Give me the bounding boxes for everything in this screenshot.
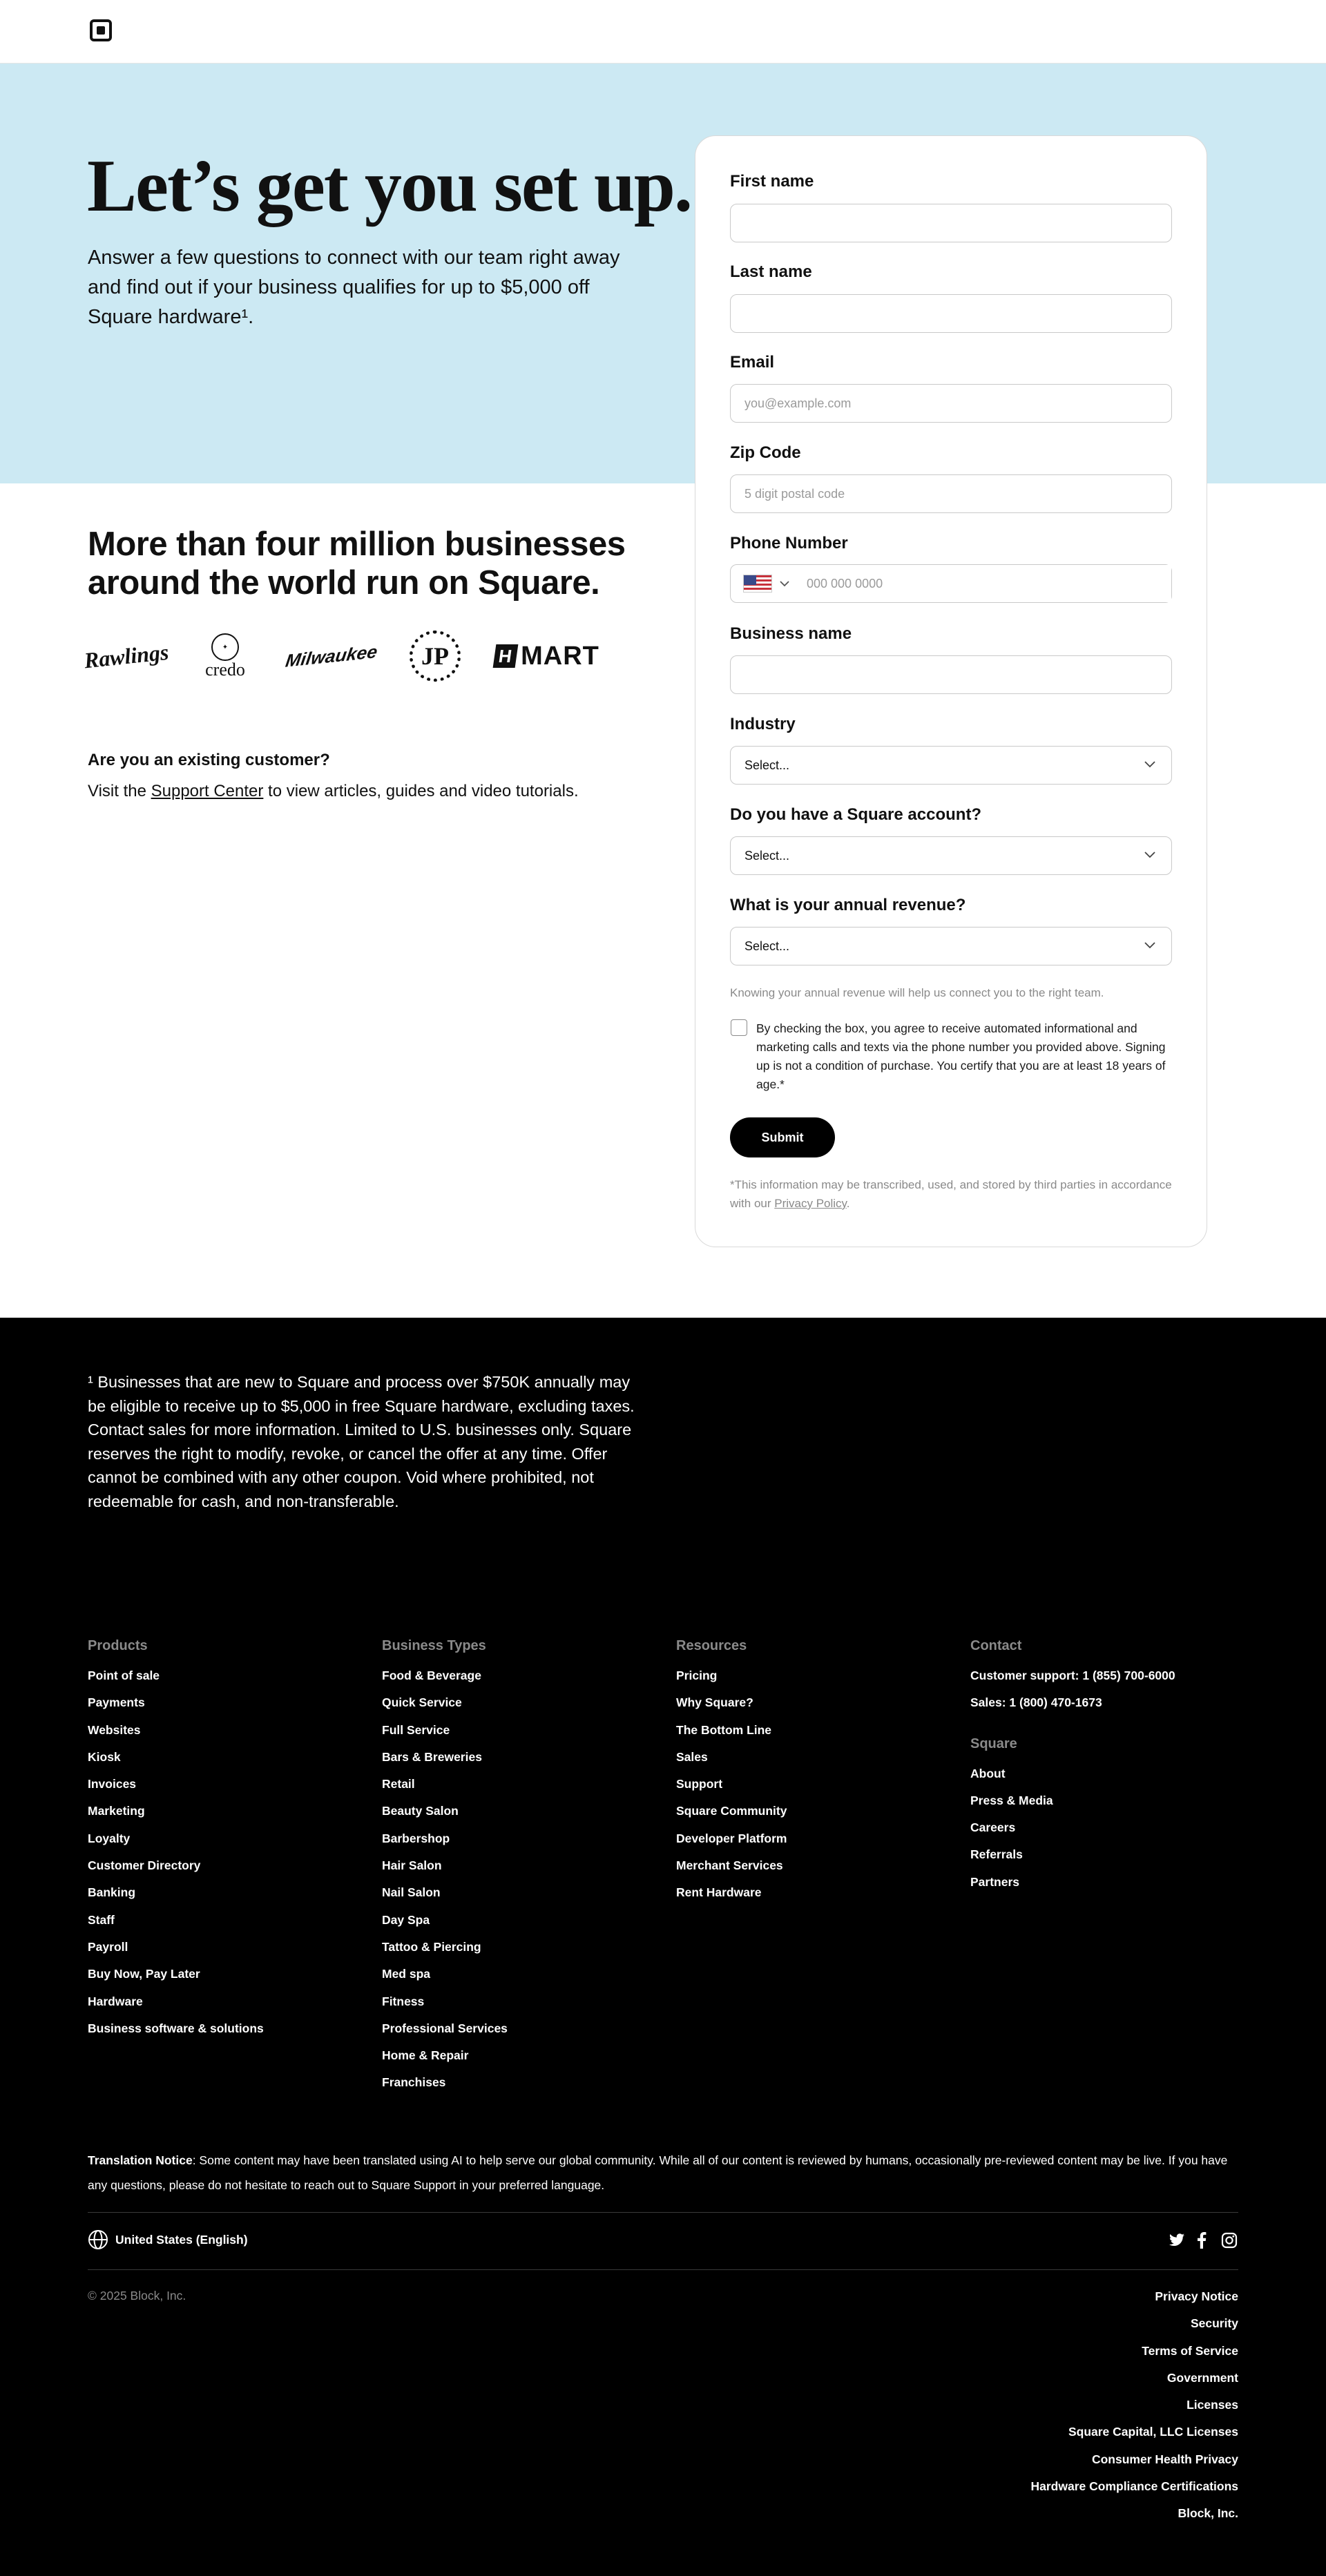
- footer-legal-link[interactable]: Licenses: [1186, 2398, 1238, 2412]
- chevron-down-icon: [1144, 851, 1156, 859]
- jp-logo: JP: [407, 632, 463, 680]
- square-account-select[interactable]: [730, 836, 1172, 875]
- footer-link-business-types[interactable]: Tattoo & Piercing: [382, 1939, 481, 1954]
- footer-legal-link[interactable]: Government: [1166, 2370, 1238, 2385]
- footer-column-resources: [676, 1638, 939, 1907]
- footer-legal-link-list: [1031, 2283, 1239, 2528]
- footer-link-resources[interactable]: Rent Hardware: [676, 1885, 762, 1900]
- revenue-hint: Knowing your annual revenue will help us connect you to the right team.: [730, 986, 1104, 999]
- footer-link-resources[interactable]: Support: [676, 1777, 723, 1791]
- footer-column-title: Square: [970, 1736, 1017, 1751]
- footer-link-products[interactable]: Point of sale: [88, 1669, 160, 1682]
- chevron-down-icon: [1144, 760, 1156, 769]
- footer-link-contact[interactable]: Sales: 1 (800) 470-1673: [970, 1695, 1102, 1710]
- phone-input[interactable]: [790, 565, 1171, 602]
- square-logo-icon[interactable]: [90, 19, 112, 41]
- footer-legal-link[interactable]: Consumer Health Privacy: [1091, 2452, 1238, 2466]
- footer-link-resources[interactable]: Why Square?: [676, 1695, 753, 1710]
- footer-link-products[interactable]: Loyalty: [88, 1831, 131, 1845]
- footer-legal-link[interactable]: Terms of Service: [1142, 2343, 1238, 2358]
- square-account-label: Do you have a Square account?: [730, 805, 982, 824]
- submit-button[interactable]: Submit: [730, 1117, 835, 1157]
- us-flag-icon: [743, 575, 772, 593]
- industry-select[interactable]: [730, 746, 1172, 785]
- region-label: United States (English): [115, 2232, 248, 2247]
- footer-link-products[interactable]: Payroll: [88, 1939, 128, 1954]
- footer-link-square[interactable]: About: [970, 1766, 1006, 1780]
- footer-link-resources[interactable]: Square Community: [676, 1804, 787, 1818]
- country-code-selector[interactable]: [731, 565, 790, 602]
- footer-link-square[interactable]: Partners: [970, 1874, 1020, 1889]
- annual-revenue-select[interactable]: [730, 927, 1172, 965]
- email-label: Email: [730, 353, 775, 372]
- footer-link-square[interactable]: Careers: [970, 1820, 1016, 1835]
- footer-link-products[interactable]: Staff: [88, 1912, 115, 1927]
- industry-select-value: Select...: [744, 758, 790, 772]
- footer-link-business-types[interactable]: Hair Salon: [382, 1858, 442, 1873]
- credo-emblem-icon: ✦: [211, 633, 239, 661]
- footer-link-products[interactable]: Business software & solutions: [88, 2021, 264, 2035]
- footer-column-products: [88, 1638, 350, 2042]
- email-input[interactable]: [730, 384, 1172, 423]
- facebook-icon[interactable]: [1193, 2232, 1210, 2249]
- footer-divider: [88, 2269, 1238, 2270]
- annual-revenue-select-value: Select...: [744, 939, 790, 953]
- footer-link-resources-list: [676, 1662, 939, 1907]
- footer-link-business-types[interactable]: Day Spa: [382, 1912, 430, 1927]
- footer-column-title: Resources: [676, 1638, 747, 1653]
- footer-divider: [88, 2212, 1238, 2213]
- footer-column-business-types: [382, 1638, 644, 2097]
- last-name-input[interactable]: [730, 294, 1172, 333]
- site-header: [0, 0, 1326, 64]
- existing-customer-question: Are you an existing customer?: [88, 751, 330, 769]
- footer-link-business-types[interactable]: Home & Repair: [382, 2048, 469, 2063]
- footer-link-products[interactable]: Hardware: [88, 1994, 143, 2008]
- footer-link-resources[interactable]: Pricing: [676, 1669, 718, 1682]
- footer-link-square[interactable]: Press & Media: [970, 1793, 1053, 1807]
- footer-link-contact[interactable]: Customer support: 1 (855) 700-6000: [970, 1669, 1175, 1682]
- footer-link-products[interactable]: Customer Directory: [88, 1858, 201, 1873]
- consent-checkbox[interactable]: [731, 1019, 747, 1036]
- footer-legal-link[interactable]: Block, Inc.: [1178, 2506, 1238, 2521]
- footer-link-business-types[interactable]: Professional Services: [382, 2021, 508, 2035]
- footer-legal-link[interactable]: Square Capital, LLC Licenses: [1068, 2425, 1238, 2439]
- first-name-label: First name: [730, 172, 814, 191]
- footer-legal-link[interactable]: Security: [1190, 2316, 1238, 2331]
- footer-link-products[interactable]: Marketing: [88, 1804, 145, 1818]
- footer-link-products[interactable]: Kiosk: [88, 1749, 121, 1764]
- footer-link-products[interactable]: Buy Now, Pay Later: [88, 1967, 200, 1981]
- footer-link-business-types[interactable]: Nail Salon: [382, 1885, 441, 1900]
- first-name-input[interactable]: [730, 204, 1172, 242]
- footer-link-products[interactable]: Websites: [88, 1722, 141, 1737]
- footer-link-resources[interactable]: Merchant Services: [676, 1858, 783, 1873]
- rawlings-logo: Rawlings: [83, 639, 170, 673]
- footer-link-business-types[interactable]: Beauty Salon: [382, 1804, 459, 1818]
- proof-title: More than four million businesses around the world run on Square.: [88, 526, 626, 602]
- business-name-input[interactable]: [730, 655, 1172, 694]
- footer-link-products-list: [88, 1662, 350, 2042]
- footer-link-resources[interactable]: Developer Platform: [676, 1831, 787, 1845]
- footer-link-business-types[interactable]: Med spa: [382, 1967, 431, 1981]
- translation-notice: Translation Notice: Some content may have been translated using AI to help serve our global community. While all of our content is reviewed by humans, occasionally pre-reviewed content may be live. If you have any questions, please do not hesitate to reach out to Square Support in your preferred language.: [88, 2153, 1228, 2192]
- zip-input[interactable]: [730, 474, 1172, 513]
- milwaukee-logo: Milwaukee: [284, 640, 379, 671]
- footer-link-business-types-list: [382, 1662, 644, 2097]
- offer-disclaimer: ¹ Businesses that are new to Square and process over $750K annually may be eligible to receive up to $5,000 in free Square hardware, excluding taxes. Contact sales for more information. Limited to U.S. businesses only. Square reserves the right to modify, revoke, or cancel the offer at any time. Offer cannot be combined with any other coupon. Void where prohibited, not redeemable for cash, and non-transferable.: [88, 1373, 635, 1510]
- existing-customer-text: Visit the Support Center to view articles, guides and video tutorials.: [88, 782, 579, 800]
- zip-label: Zip Code: [730, 443, 801, 462]
- footer-link-business-types[interactable]: Barbershop: [382, 1831, 450, 1845]
- credo-logo: ✦ credo: [199, 632, 251, 680]
- hero-subtitle: Answer a few questions to connect with our team right away and find out if your business qualifies for up to $5,000 off Square hardware¹.: [88, 247, 620, 328]
- footer-column-title: Contact: [970, 1638, 1022, 1653]
- footer-link-contact-list: [970, 1662, 1247, 1717]
- form-fineprint: *This information may be transcribed, used, and stored by third parties in accordance with our Privacy Policy.: [730, 1178, 1172, 1210]
- footer-link-business-types[interactable]: Full Service: [382, 1722, 450, 1737]
- footer-link-products[interactable]: Payments: [88, 1695, 145, 1710]
- consent-text: By checking the box, you agree to receive automated informational and marketing calls and texts via the phone number you provided above. Signing up is not a condition of purchase. You certify that you are at least 18 years of age.*: [756, 1021, 1166, 1091]
- footer-column-contact: [970, 1638, 1247, 1896]
- twitter-icon[interactable]: [1169, 2232, 1185, 2249]
- phone-field: [730, 564, 1172, 603]
- footer-link-business-types[interactable]: Franchises: [382, 2075, 446, 2090]
- region-selector[interactable]: [88, 2229, 248, 2250]
- footer-legal-link[interactable]: Privacy Notice: [1155, 2289, 1238, 2303]
- footer-link-products[interactable]: Banking: [88, 1885, 136, 1900]
- footer-link-square[interactable]: Referrals: [970, 1847, 1023, 1862]
- footer-link-business-types[interactable]: Fitness: [382, 1994, 425, 2008]
- footer-legal-link[interactable]: Hardware Compliance Certifications: [1030, 2479, 1238, 2494]
- phone-label: Phone Number: [730, 534, 848, 552]
- industry-label: Industry: [730, 715, 796, 733]
- last-name-label: Last name: [730, 262, 812, 281]
- footer-link-business-types[interactable]: Food & Beverage: [382, 1669, 481, 1682]
- chevron-down-icon: [779, 580, 790, 587]
- hero-title: Let’s get you set up.: [87, 145, 691, 227]
- footer-link-business-types[interactable]: Bars & Breweries: [382, 1749, 482, 1764]
- footer-link-business-types[interactable]: Retail: [382, 1777, 415, 1791]
- copyright: © 2025 Block, Inc.: [88, 2289, 186, 2303]
- footer-link-square-list: [970, 1760, 1247, 1896]
- hmart-logo: H MART: [492, 632, 602, 680]
- footer-link-resources[interactable]: The Bottom Line: [676, 1722, 772, 1737]
- globe-icon: [88, 2229, 108, 2250]
- privacy-policy-link[interactable]: Privacy Policy: [774, 1197, 847, 1210]
- footer-column-title: Business Types: [382, 1638, 486, 1653]
- footer-link-resources[interactable]: Sales: [676, 1749, 708, 1764]
- support-center-link[interactable]: Support Center: [151, 782, 264, 800]
- footer-link-products[interactable]: Invoices: [88, 1777, 137, 1791]
- footer-link-business-types[interactable]: Quick Service: [382, 1695, 462, 1710]
- business-name-label: Business name: [730, 624, 852, 643]
- chevron-down-icon: [1144, 941, 1156, 950]
- square-account-select-value: Select...: [744, 848, 790, 863]
- annual-revenue-label: What is your annual revenue?: [730, 896, 966, 914]
- instagram-icon[interactable]: [1221, 2232, 1238, 2249]
- footer-column-title: Products: [88, 1638, 148, 1653]
